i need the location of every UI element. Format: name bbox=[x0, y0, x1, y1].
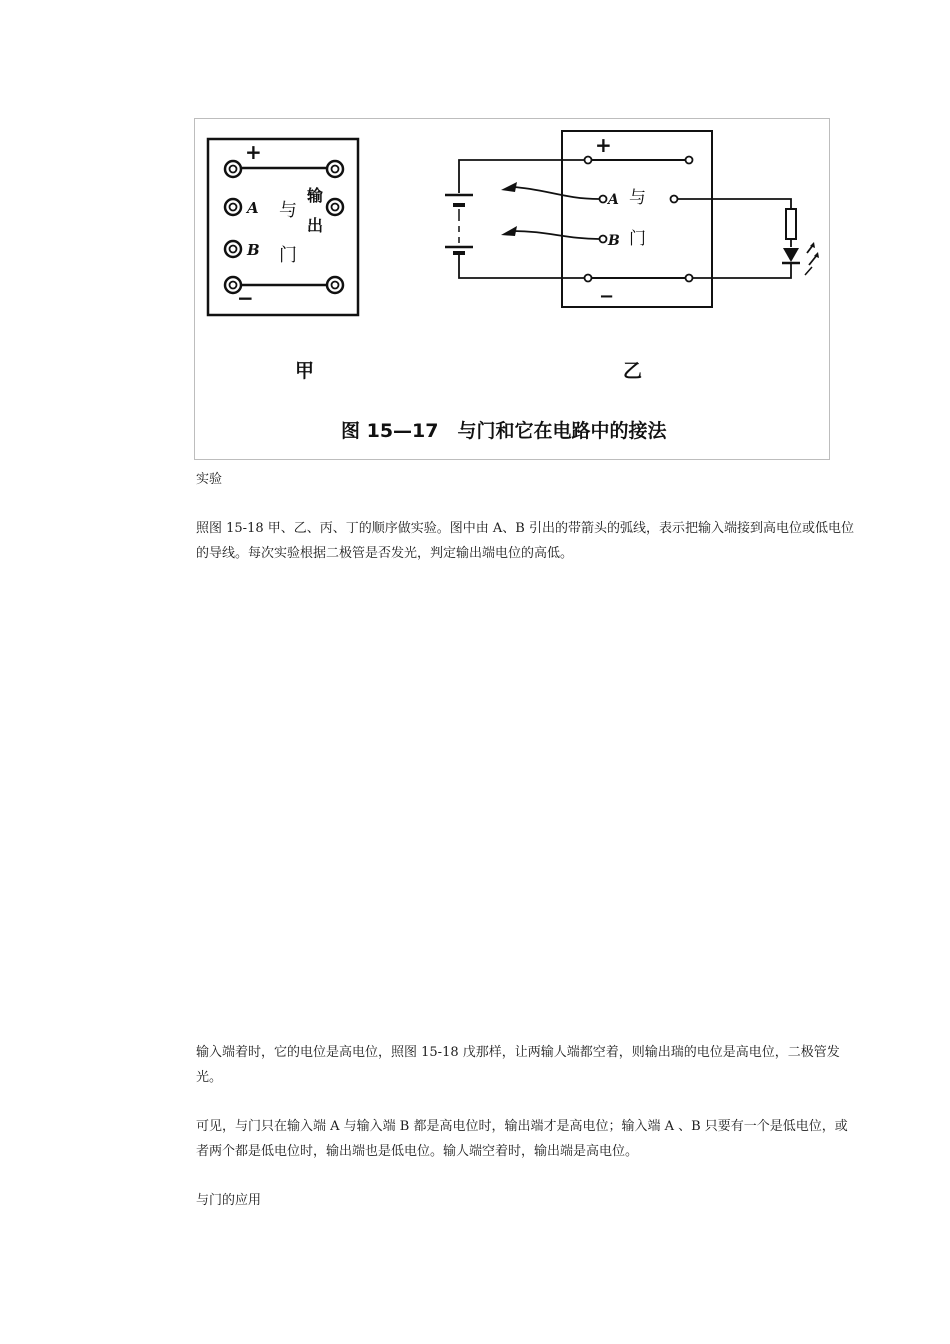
left-output-terminal bbox=[327, 199, 343, 215]
wire-arrow-a bbox=[513, 187, 599, 199]
right-caption: 乙 bbox=[623, 360, 643, 382]
left-plus-sign: + bbox=[245, 140, 262, 164]
resistor-icon bbox=[786, 209, 796, 239]
right-gate-char-1: 与 bbox=[629, 188, 646, 208]
left-caption: 甲 bbox=[295, 360, 315, 382]
paragraph-application-heading: 与门的应用 bbox=[196, 1193, 262, 1208]
right-terminal-a bbox=[600, 196, 607, 203]
left-output-char-2: 出 bbox=[307, 216, 324, 235]
battery-icon bbox=[445, 195, 473, 253]
figure-caption: 图 15—17 与门和它在电路中的接法 bbox=[341, 420, 667, 442]
left-top-terminals bbox=[225, 161, 343, 177]
right-label-a: A bbox=[608, 192, 619, 208]
right-label-b: B bbox=[608, 233, 620, 249]
left-gate-char-2: 门 bbox=[279, 245, 297, 266]
circuit-figure bbox=[194, 118, 830, 460]
led-diode-icon bbox=[782, 248, 800, 269]
arrow-head-b-icon bbox=[501, 226, 517, 236]
left-label-b: B bbox=[247, 241, 260, 259]
left-terminal-b bbox=[225, 241, 241, 257]
arrow-head-a-icon bbox=[501, 182, 517, 192]
left-gate-char-1: 与 bbox=[279, 200, 297, 221]
left-minus-sign: − bbox=[237, 286, 254, 310]
right-plus-sign: + bbox=[595, 133, 612, 157]
circuit-diagram bbox=[195, 119, 831, 461]
right-gate-char-2: 门 bbox=[629, 229, 646, 249]
right-terminal-b bbox=[600, 236, 607, 243]
output-wire bbox=[678, 199, 791, 209]
paragraph-conclusion: 可见，与门只在输入端 A 与输入端 B 都是高电位时，输出端才是高电位；输入端 A 、B 只要有一个是低电位，或者两个都是低电位时，输出端也是低电位。输人端空着时，输出端是高电位。 bbox=[196, 1119, 848, 1159]
left-label-a: A bbox=[247, 199, 259, 217]
paragraph-experiment-instructions: 照图 15-18 甲、乙、丙、丁的顺序做实验。图中由 A、B 引出的带箭头的弧线，表示把输入端接到高电位或低电位的导线。每次实验根据二极管是否发光，判定输出端电位的高低。 bbox=[196, 521, 854, 561]
right-bottom-rail bbox=[459, 253, 791, 282]
right-output-terminal bbox=[671, 196, 678, 203]
wire-arrow-b bbox=[513, 231, 599, 239]
paragraph-floating-input: 输入端着时，它的电位是高电位，照图 15-18 戊那样，让两输人端都空着，则输出瑞的电位是高电位，二极管发光。 bbox=[196, 1045, 840, 1085]
right-top-rail bbox=[459, 157, 693, 194]
left-output-char-1: 输 bbox=[307, 186, 324, 205]
paragraph-experiment-heading: 实验 bbox=[196, 472, 223, 487]
light-emission-icon bbox=[805, 242, 819, 275]
right-minus-sign: − bbox=[599, 286, 615, 307]
left-terminal-a bbox=[225, 199, 241, 215]
